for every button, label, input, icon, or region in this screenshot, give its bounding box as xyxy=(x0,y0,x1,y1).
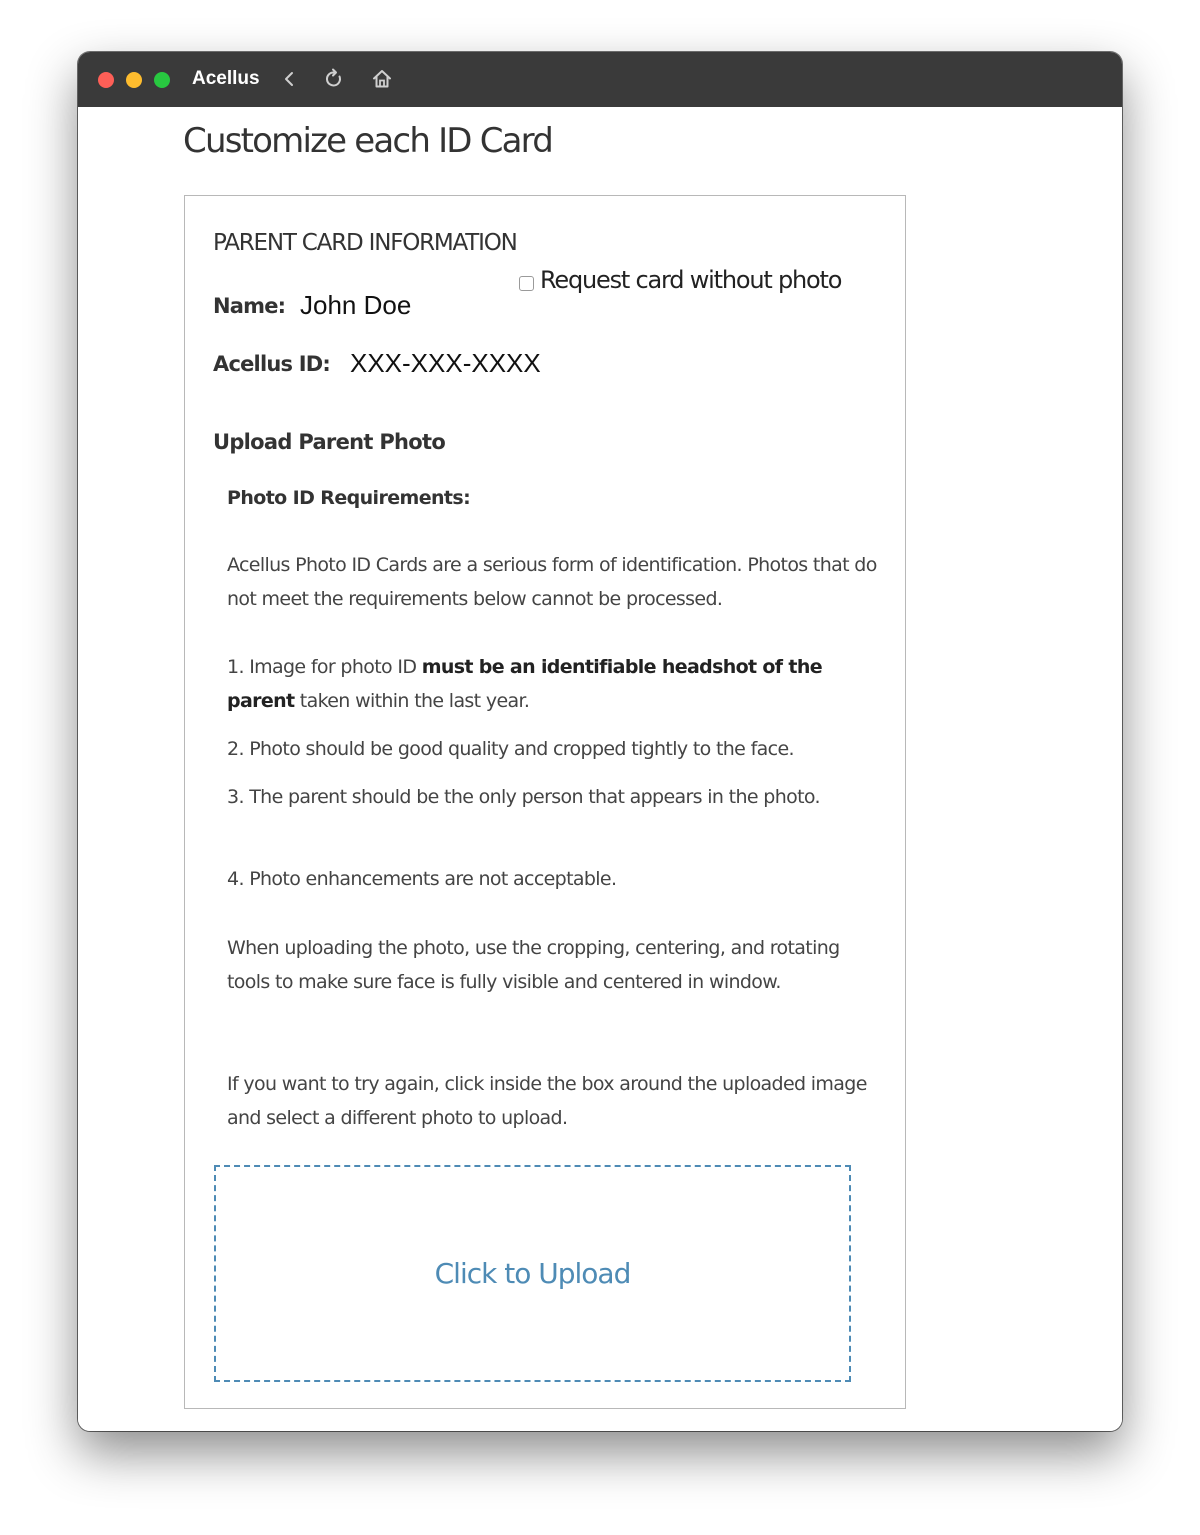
requirement-item-1-prefix: 1. Image for photo ID xyxy=(227,656,422,678)
photo-requirements-heading: Photo ID Requirements: xyxy=(227,487,471,509)
click-to-upload-label[interactable]: Click to Upload xyxy=(434,1257,631,1290)
requirement-item-3: 3. The parent should be the only person that appears in the photo. xyxy=(227,786,820,808)
requirement-item-4: 4. Photo enhancements are not acceptable. xyxy=(227,868,617,890)
page-content xyxy=(78,107,1122,1431)
reload-icon[interactable] xyxy=(321,66,347,92)
requirement-item-2: 2. Photo should be good quality and cropped tightly to the face. xyxy=(227,738,794,760)
requirements-intro: Acellus Photo ID Cards are a serious form of identification. Photos that do not meet the requirements below cannot be processed. xyxy=(227,554,877,610)
close-window-button[interactable] xyxy=(98,72,114,88)
parent-card-panel xyxy=(184,195,906,1409)
page-title: Customize each ID Card xyxy=(183,121,553,161)
card-heading: PARENT CARD INFORMATION xyxy=(213,230,517,256)
acellus-id-label: Acellus ID: xyxy=(213,352,330,376)
title-bar xyxy=(78,52,1122,107)
maximize-window-button[interactable] xyxy=(154,72,170,88)
home-icon[interactable] xyxy=(369,66,395,92)
acellus-id-value: XXX-XXX-XXXX xyxy=(350,348,541,378)
minimize-window-button[interactable] xyxy=(126,72,142,88)
request-no-photo-label: Request card without photo xyxy=(540,266,842,294)
browser-window xyxy=(78,52,1122,1431)
upload-parent-photo-heading: Upload Parent Photo xyxy=(213,430,446,454)
name-value: John Doe xyxy=(300,290,412,320)
photo-upload-dropzone[interactable] xyxy=(214,1165,851,1382)
request-no-photo-option[interactable] xyxy=(519,266,841,294)
requirement-item-1 xyxy=(227,650,877,718)
retry-instructions: If you want to try again, click inside the box around the uploaded image and select a different photo to upload. xyxy=(227,1073,867,1129)
requirement-item-1-emphasis: must be an identifiable headshot of the parent xyxy=(227,656,822,712)
request-no-photo-checkbox[interactable] xyxy=(519,276,534,291)
cropping-instructions: When uploading the photo, use the cropping, centering, and rotating tools to make sure face is fully visible and centered in window. xyxy=(227,937,840,993)
name-label: Name: xyxy=(213,294,286,318)
app-title: Acellus xyxy=(192,68,260,89)
requirement-item-1-suffix: taken within the last year. xyxy=(294,690,530,712)
back-icon[interactable] xyxy=(277,66,303,92)
